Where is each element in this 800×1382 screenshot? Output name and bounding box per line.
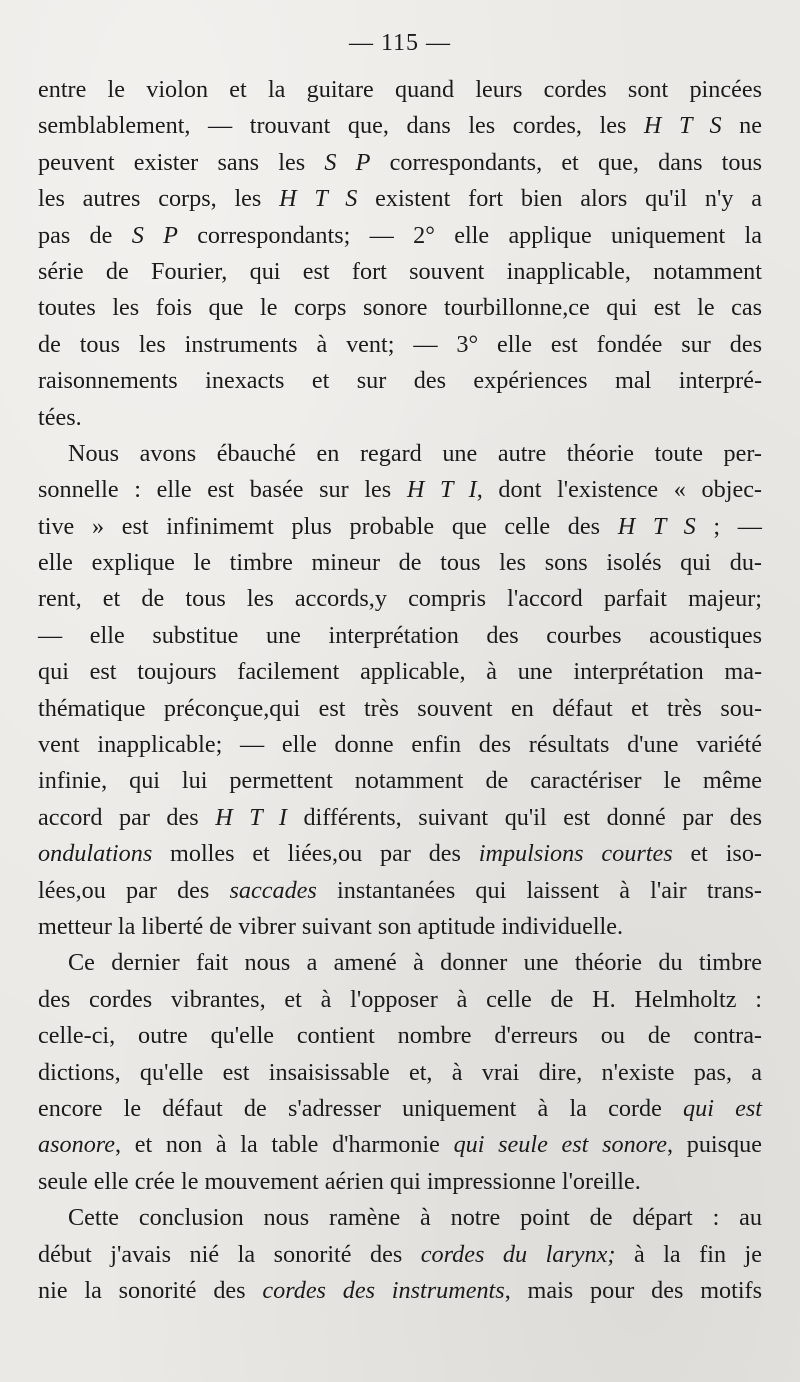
text-segment: différents, suivant qu'il est donné par des bbox=[286, 803, 763, 831]
page-number: — 115 — bbox=[348, 30, 452, 56]
text-segment: entre le violon et la guitare quand leurs cordes sont pincées bbox=[38, 76, 762, 103]
text-segment: toutes les fois que le corps sonore tourbillonne,ce qui est le cas bbox=[38, 294, 762, 322]
text-segment: vent inapplicable; — elle donne enfin des résultats d'une variété bbox=[38, 731, 762, 759]
text-line bbox=[38, 509, 762, 545]
text-line bbox=[38, 727, 762, 763]
text-line bbox=[38, 873, 762, 909]
text-segment: infinie, qui lui permettent notamment de caractériser le même bbox=[38, 767, 762, 795]
text-segment: ; — bbox=[695, 512, 762, 540]
text-segment: , et non à la table d'harmonie bbox=[115, 1131, 454, 1159]
text-segment: , dont l'existence « objec- bbox=[476, 476, 762, 504]
italic-text: H T I bbox=[215, 803, 287, 831]
text-segment: existent fort bien alors qu'il n'y a bbox=[357, 185, 762, 213]
text-line bbox=[38, 691, 762, 727]
text-line bbox=[38, 581, 762, 617]
text-segment: encore le défaut de s'adresser uniquement à la corde bbox=[38, 1094, 684, 1122]
text-line bbox=[38, 1164, 762, 1200]
text-segment: semblablement, — trouvant que, dans les cordes, les bbox=[38, 112, 644, 140]
text-segment: , mais pour des motifs bbox=[504, 1276, 763, 1304]
text-segment: Ce dernier fait nous a amené à donner une théorie du timbre bbox=[68, 949, 762, 977]
text-segment: tive » est infinimemt plus probable que celle des bbox=[38, 512, 618, 540]
text-segment: celle-ci, outre qu'elle contient nombre d'erreurs ou de contra- bbox=[38, 1022, 762, 1050]
text-segment: les autres corps, les bbox=[38, 185, 280, 213]
text-line bbox=[38, 836, 762, 872]
italic-text: ondulations bbox=[38, 840, 153, 868]
text-line bbox=[38, 108, 762, 144]
text-line bbox=[38, 472, 762, 508]
text-line bbox=[38, 145, 762, 181]
text-line bbox=[38, 72, 762, 108]
text-segment: lées,ou par des bbox=[38, 876, 230, 904]
italic-text: H T S bbox=[279, 185, 358, 213]
text-line bbox=[38, 763, 762, 799]
text-segment: série de Fourier, qui est fort souvent inapplicable, notamment bbox=[38, 257, 762, 285]
text-line bbox=[38, 327, 762, 363]
text-segment: Cette conclusion nous ramène à notre point de départ : au bbox=[68, 1204, 762, 1232]
text-line bbox=[38, 181, 762, 217]
italic-text: cordes des instruments bbox=[262, 1276, 505, 1304]
italic-text: cordes du larynx; bbox=[420, 1240, 616, 1268]
text-segment: seule elle crée le mouvement aérien qui impressionne l'oreille. bbox=[38, 1167, 641, 1195]
text-line bbox=[38, 982, 762, 1018]
text-segment: elle explique le timbre mineur de tous les sons isolés qui du- bbox=[38, 549, 762, 577]
text-segment: raisonnements inexacts et sur des expériences mal interpré- bbox=[38, 367, 762, 395]
italic-text: S P bbox=[324, 148, 371, 176]
text-line bbox=[38, 1127, 762, 1163]
text-segment: de tous les instruments à vent; — 3° elle est fondée sur des bbox=[38, 330, 762, 358]
italic-text: H T S bbox=[643, 112, 722, 140]
text-segment: des cordes vibrantes, et à l'opposer à celle de H. Helmholtz : bbox=[38, 985, 762, 1013]
text-line bbox=[38, 545, 762, 581]
text-line bbox=[38, 1091, 762, 1127]
italic-text: qui est bbox=[683, 1094, 762, 1122]
body-text bbox=[38, 72, 762, 1309]
text-segment: thématique préconçue,qui est très souvent en défaut et très sou- bbox=[38, 694, 762, 722]
text-line bbox=[38, 363, 762, 399]
text-line bbox=[38, 290, 762, 326]
text-line bbox=[38, 1055, 762, 1091]
text-segment: à la fin je bbox=[615, 1240, 763, 1268]
text-segment: pas de bbox=[38, 221, 132, 249]
italic-text: H T I bbox=[406, 476, 477, 504]
text-segment: et iso- bbox=[672, 840, 762, 868]
text-line bbox=[38, 909, 762, 945]
text-line bbox=[38, 800, 762, 836]
text-segment: , puisque bbox=[667, 1131, 762, 1159]
text-segment: début j'avais nié la sonorité des bbox=[38, 1240, 421, 1268]
text-line bbox=[38, 1200, 762, 1236]
text-line bbox=[38, 254, 762, 290]
text-segment: dictions, qu'elle est insaisissable et, à vrai dire, n'existe pas, a bbox=[38, 1058, 762, 1086]
text-segment: tées. bbox=[38, 403, 82, 431]
italic-text: impulsions courtes bbox=[478, 840, 673, 868]
text-segment: rent, et de tous les accords,y compris l'accord parfait majeur; bbox=[38, 585, 762, 613]
text-line bbox=[38, 654, 762, 690]
text-segment: qui est toujours facilement applicable, à une interprétation ma- bbox=[38, 658, 762, 686]
text-segment: molles et liées,ou par des bbox=[152, 840, 479, 868]
text-segment: correspondants, et que, dans tous bbox=[370, 148, 763, 176]
text-segment: instantanées qui laissent à l'air trans- bbox=[316, 876, 762, 904]
text-line bbox=[38, 945, 762, 981]
text-segment: accord par des bbox=[38, 803, 216, 831]
italic-text: H T S bbox=[617, 512, 696, 540]
italic-text: S P bbox=[131, 221, 178, 249]
text-line bbox=[38, 436, 762, 472]
italic-text: qui seule est sonore bbox=[453, 1131, 668, 1159]
text-segment: — elle substitue une interprétation des courbes acoustiques bbox=[38, 621, 762, 649]
text-line bbox=[38, 400, 762, 436]
text-line bbox=[38, 1237, 762, 1273]
text-line bbox=[38, 1273, 762, 1309]
text-line bbox=[38, 618, 762, 654]
text-segment: Nous avons ébauché en regard une autre théorie toute per- bbox=[68, 439, 762, 467]
italic-text: asonore bbox=[38, 1131, 116, 1159]
text-segment: sonnelle : elle est basée sur les bbox=[38, 476, 407, 504]
text-line bbox=[38, 1018, 762, 1054]
text-segment: metteur la liberté de vibrer suivant son aptitude individuelle. bbox=[38, 912, 624, 940]
text-line bbox=[38, 218, 762, 254]
text-segment: ne bbox=[721, 112, 762, 140]
italic-text: saccades bbox=[229, 876, 317, 904]
text-segment: correspondants; — 2° elle applique uniquement la bbox=[177, 221, 763, 249]
text-segment: peuvent exister sans les bbox=[38, 148, 325, 176]
text-segment: nie la sonorité des bbox=[38, 1276, 263, 1304]
